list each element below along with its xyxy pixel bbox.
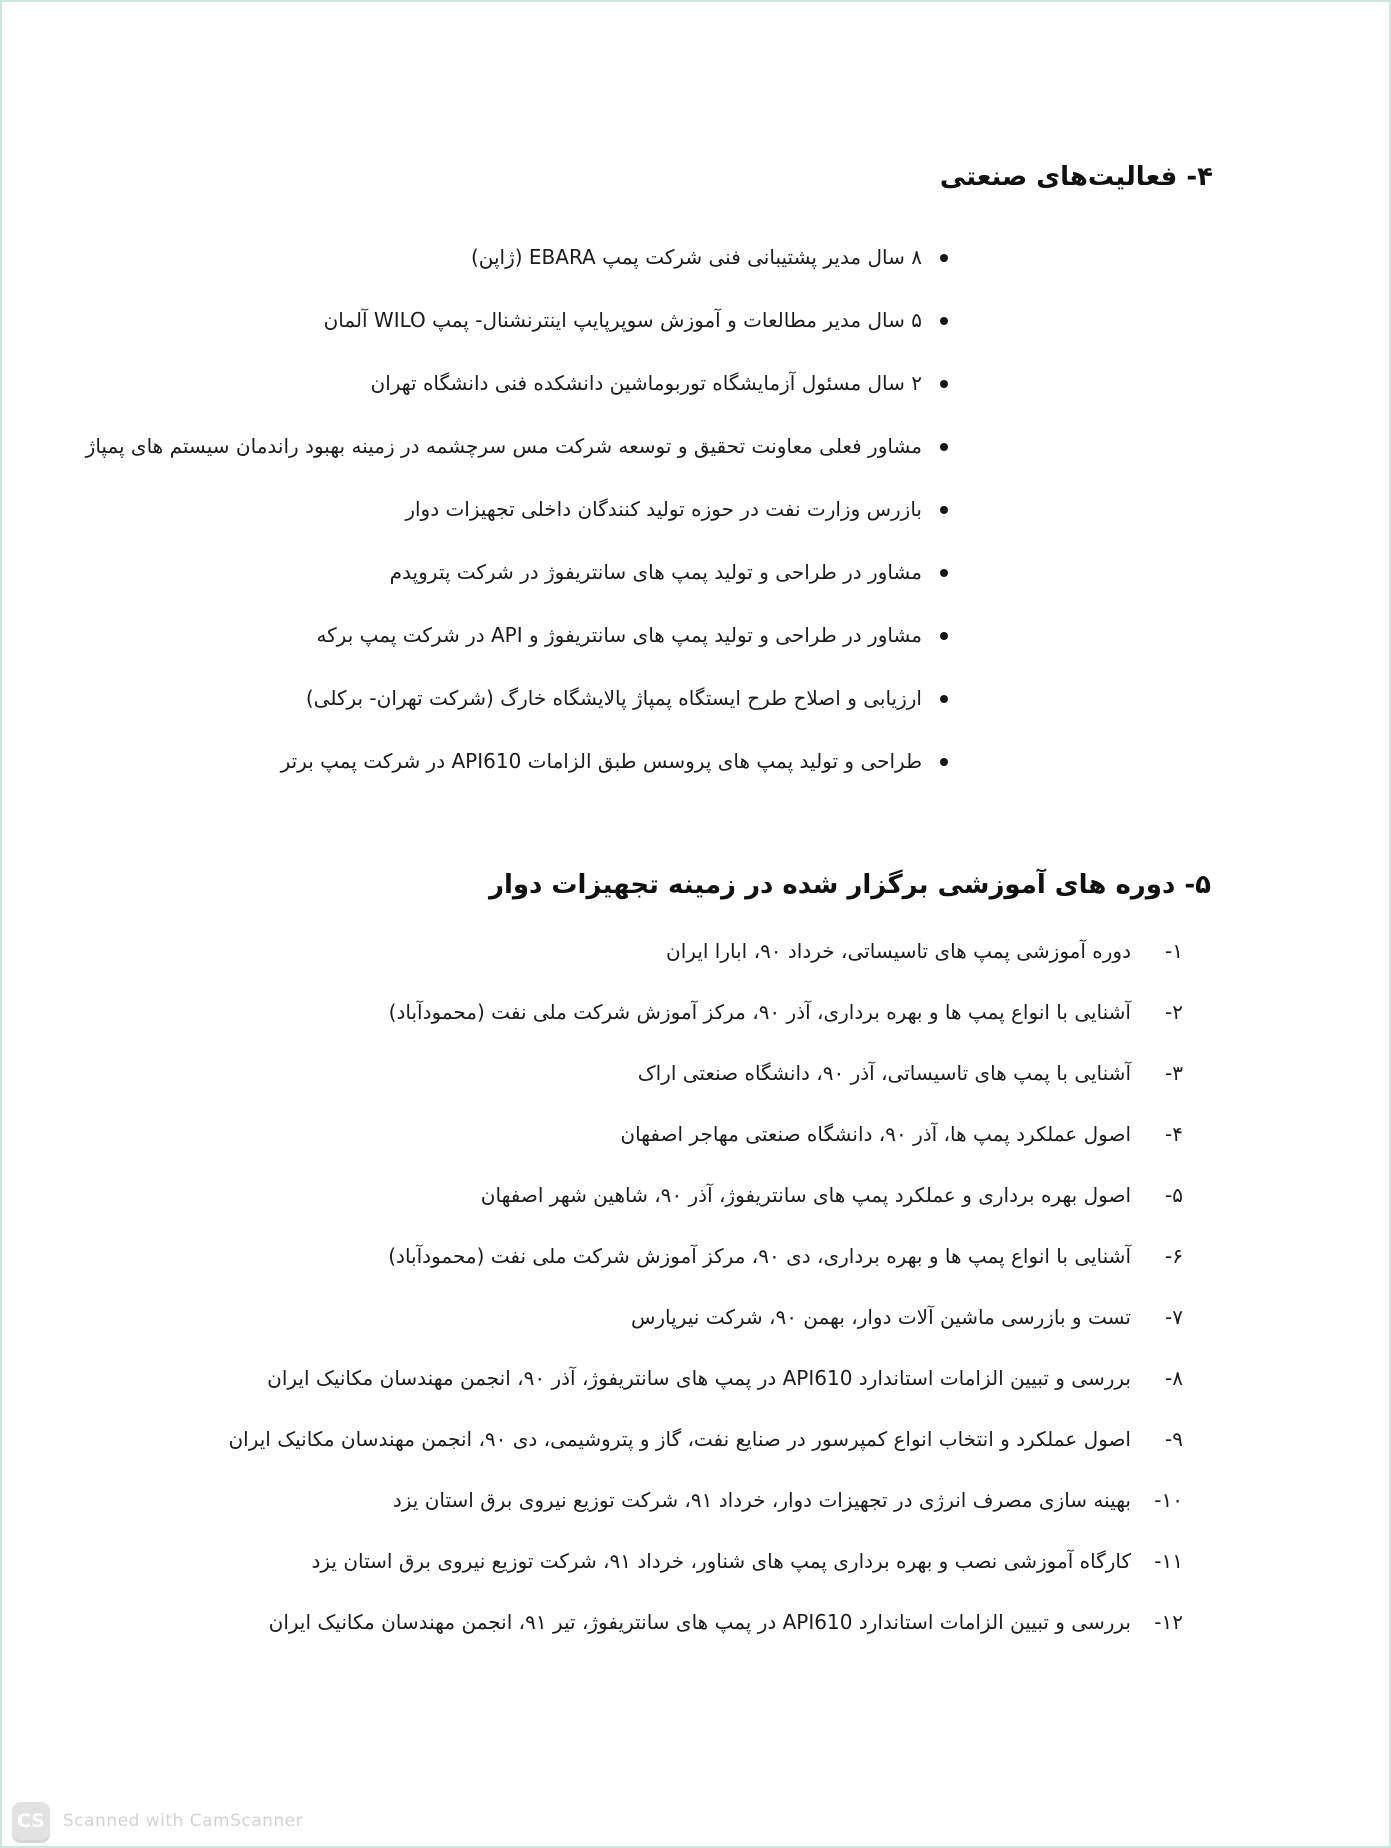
training-course-item	[228, 997, 1183, 1027]
bullet-icon	[940, 569, 948, 577]
industrial-activity-text: ۲ سال مسئول آزمایشگاه توربوماشین دانشکده فنی دانشگاه تهران	[370, 371, 922, 395]
section-industrial-activities-heading: ۴- فعالیت‌های صنعتی	[939, 161, 1213, 192]
course-item-text: تست و بازرسی ماشین آلات دوار، بهمن ۹۰، شرکت نیرپارس	[630, 1305, 1131, 1329]
training-course-item	[228, 936, 1183, 966]
course-item-number: ۱-	[1165, 939, 1183, 963]
bullet-icon	[940, 506, 948, 514]
industrial-activity-text: بازرس وزارت نفت در حوزه تولید کنندگان داخلی تجهیزات دوار	[405, 497, 922, 521]
industrial-activity-item	[86, 494, 948, 524]
industrial-activity-text: مشاور در طراحی و تولید پمپ های سانتریفوژ و API در شرکت پمپ برکه	[316, 623, 922, 647]
training-course-item	[228, 1302, 1183, 1332]
course-item-number: ۱۱-	[1154, 1549, 1183, 1573]
industrial-activity-text: مشاور فعلی معاونت تحقیق و توسعه شرکت مس سرچشمه در زمینه بهبود راندمان سیستم های پمپاژ	[85, 434, 922, 458]
industrial-activity-text: ۵ سال مدیر مطالعات و آموزش سوپرپایپ اینترنشنال- پمپ WILO آلمان	[323, 308, 922, 332]
industrial-activity-text: مشاور در طراحی و تولید پمپ های سانتریفوژ در شرکت پتروپدم	[389, 560, 922, 584]
industrial-activity-item	[86, 557, 948, 587]
bullet-icon	[940, 758, 948, 766]
course-item-text: آشنایی با پمپ های تاسیساتی، آذر ۹۰، دانشگاه صنعتی اراک	[637, 1061, 1131, 1085]
industrial-activities-list	[86, 242, 948, 809]
course-item-text: اصول عملکرد پمپ ها، آذر ۹۰، دانشگاه صنعتی مهاجر اصفهان	[620, 1122, 1131, 1146]
industrial-activity-item	[86, 683, 948, 713]
camscanner-watermark-text: Scanned with CamScanner	[63, 1811, 304, 1831]
industrial-activity-item	[86, 305, 948, 335]
industrial-activity-item	[86, 746, 948, 776]
course-item-number: ۹-	[1165, 1427, 1183, 1451]
course-item-number: ۳-	[1165, 1061, 1183, 1085]
course-item-text: بهینه سازی مصرف انرژی در تجهیزات دوار، خرداد ۹۱، شرکت توزیع نیروی برق استان یزد	[392, 1488, 1131, 1512]
industrial-activity-text: طراحی و تولید پمپ های پروسس طبق الزامات API610 در شرکت پمپ برتر	[280, 749, 922, 773]
course-item-text: بررسی و تبیین الزامات استاندارد API610 در پمپ های سانتریفوژ، آذر ۹۰، انجمن مهندسان مکانیک ایران	[267, 1366, 1131, 1390]
industrial-activity-item	[86, 242, 948, 272]
training-course-item	[228, 1363, 1183, 1393]
course-item-number: ۴-	[1165, 1122, 1183, 1146]
industrial-activity-item	[86, 368, 948, 398]
training-course-item	[228, 1546, 1183, 1576]
training-course-item	[228, 1241, 1183, 1271]
camscanner-icon: CS	[12, 1802, 50, 1840]
course-item-number: ۵-	[1165, 1183, 1183, 1207]
industrial-activity-text: ارزیابی و اصلاح طرح ایستگاه پمپاژ پالایشگاه خارگ (شرکت تهران- برکلی)	[305, 686, 922, 710]
industrial-activity-item	[86, 431, 948, 461]
training-courses-list	[228, 936, 1183, 1668]
course-item-number: ۶-	[1165, 1244, 1183, 1268]
course-item-text: آشنایی با انواع پمپ ها و بهره برداری، دی ۹۰، مرکز آموزش شرکت ملی نفت (محمودآباد)	[388, 1244, 1131, 1268]
bullet-icon	[940, 695, 948, 703]
bullet-icon	[940, 443, 948, 451]
training-course-item	[228, 1058, 1183, 1088]
industrial-activity-item	[86, 620, 948, 650]
course-item-number: ۱۰-	[1154, 1488, 1183, 1512]
camscanner-watermark	[12, 1802, 303, 1840]
industrial-activity-text: ۸ سال مدیر پشتیبانی فنی شرکت پمپ EBARA (ژاپن)	[470, 245, 922, 269]
course-item-text: اصول بهره برداری و عملکرد پمپ های سانتریفوژ، آذر ۹۰، شاهین شهر اصفهان	[480, 1183, 1131, 1207]
course-item-text: دوره آموزشی پمپ های تاسیساتی، خرداد ۹۰، ابارا ایران	[666, 939, 1131, 963]
training-course-item	[228, 1180, 1183, 1210]
course-item-text: آشنایی با انواع پمپ ها و بهره برداری، آذر ۹۰، مرکز آموزش شرکت ملی نفت (محمودآباد)	[388, 1000, 1131, 1024]
course-item-number: ۱۲-	[1154, 1610, 1183, 1634]
course-item-text: کارگاه آموزشی نصب و بهره برداری پمپ های شناور، خرداد ۹۱، شرکت توزیع نیروی برق استان یزد	[311, 1549, 1131, 1573]
training-course-item	[228, 1119, 1183, 1149]
course-item-number: ۷-	[1165, 1305, 1183, 1329]
training-course-item	[228, 1424, 1183, 1454]
training-course-item	[228, 1607, 1183, 1637]
course-item-text: بررسی و تبیین الزامات استاندارد API610 در پمپ های سانتریفوژ، تیر ۹۱، انجمن مهندسان مکانیک ایران	[268, 1610, 1131, 1634]
bullet-icon	[940, 632, 948, 640]
course-item-number: ۸-	[1165, 1366, 1183, 1390]
bullet-icon	[940, 317, 948, 325]
bullet-icon	[940, 380, 948, 388]
bullet-icon	[940, 254, 948, 262]
course-item-number: ۲-	[1165, 1000, 1183, 1024]
section-training-courses-heading: ۵- دوره های آموزشی برگزار شده در زمینه تجهیزات دوار	[488, 869, 1211, 900]
training-course-item	[228, 1485, 1183, 1515]
course-item-text: اصول عملکرد و انتخاب انواع کمپرسور در صنایع نفت، گاز و پتروشیمی، دی ۹۰، انجمن مهندسان مکانیک ایران	[228, 1427, 1131, 1451]
